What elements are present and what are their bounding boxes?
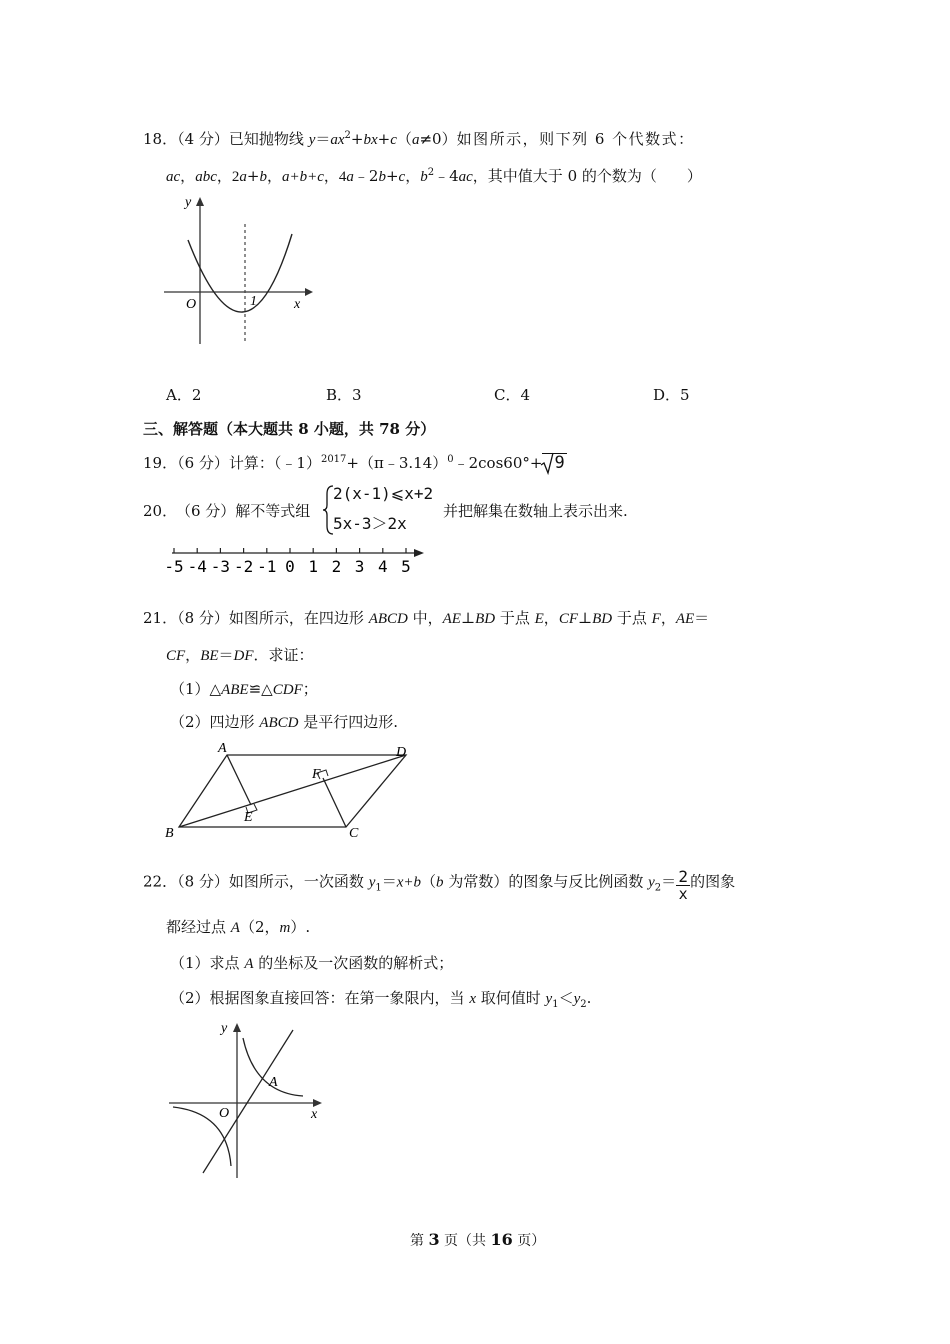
number-line-label: 2 [331, 557, 342, 576]
t: BD [475, 611, 496, 627]
q21-label-e: E [244, 810, 253, 825]
sep: ， [216, 167, 232, 185]
q19-sup: 2017 [320, 454, 347, 465]
q18-graph-o: O [186, 297, 197, 312]
t: ABCD [259, 715, 299, 731]
t: （8 分）如图所示，一次函数 [177, 872, 369, 891]
number-line-ticks [174, 548, 406, 553]
sup: 2 [427, 167, 435, 178]
q18-tail: 如图所示，则下列 6 个代数式： [456, 130, 695, 148]
q18-sup: 2 [344, 130, 351, 141]
t: y [573, 991, 581, 1007]
q21-line1 [143, 607, 709, 628]
t: AE [675, 611, 695, 627]
t: 取何值时 [476, 989, 546, 1007]
t: 的坐标及一次函数的解析式； [253, 954, 454, 972]
t: CF [166, 648, 186, 664]
q21-label-a: A [218, 741, 227, 756]
t: E [534, 611, 544, 627]
q18-op: ≠0 [419, 130, 442, 148]
expr: c [398, 169, 406, 185]
sep: ， [405, 167, 421, 185]
t: DF [233, 648, 254, 664]
number-line-label: 3 [354, 557, 365, 576]
q18-graph-one: 1 [250, 294, 257, 309]
q20-tail: 并把解集在数轴上表示出来. [443, 502, 628, 520]
t: （ [421, 872, 437, 891]
q20-number: 20． [143, 502, 178, 520]
t: x [469, 991, 476, 1007]
expr: a [346, 169, 354, 185]
sep: ， [266, 167, 282, 185]
t: 的图象 [690, 872, 736, 891]
t: ； [302, 680, 318, 698]
t: . [586, 989, 592, 1007]
t: A [244, 956, 254, 972]
q18-var: c [390, 132, 397, 148]
q19-number: 19． [143, 454, 178, 472]
t: ＝ [694, 609, 710, 627]
expr: b [259, 169, 267, 185]
t: 是平行四边形. [298, 713, 399, 731]
t: b [436, 874, 444, 891]
q22-part2 [170, 987, 591, 1010]
q22-graph-y: y [221, 1021, 228, 1036]
t: x+b [396, 874, 422, 891]
t: 页（共 [439, 1233, 491, 1249]
page-number: 3 [428, 1230, 440, 1249]
number-line-labels [164, 557, 410, 576]
number-line-label: -2 [233, 557, 254, 576]
number-line-label: -4 [187, 557, 207, 576]
expr: + [385, 167, 399, 185]
sqrt-sign [542, 453, 566, 472]
q20-text: （6 分）解不等式组 [176, 502, 311, 520]
t: y [545, 991, 553, 1007]
t: A [230, 920, 240, 936]
q18-option-d: D．5 [653, 386, 690, 404]
page-total: 16 [490, 1230, 513, 1249]
q22-graph-o: O [219, 1106, 230, 1121]
q21-label-d: D [396, 745, 407, 760]
t: ＝ [381, 872, 397, 891]
q21-part1 [170, 678, 318, 699]
q21-label-c: C [349, 826, 359, 841]
number-line-label: 5 [401, 557, 411, 576]
expr: a [239, 169, 247, 185]
q22-number: 22． [143, 872, 178, 891]
t: ）. [290, 918, 311, 936]
q18-var: bx [363, 132, 378, 148]
t: ＜ [558, 989, 574, 1007]
t: 页） [512, 1233, 546, 1249]
q18-option-b: B．3 [326, 386, 362, 404]
t: ．求证： [253, 646, 314, 664]
t: CF [558, 611, 578, 627]
q18-number: 18． [143, 130, 178, 148]
q18-score: （4 分）已知抛物线 [177, 130, 309, 148]
expr: 2 [231, 169, 240, 185]
t: F [651, 611, 661, 627]
number-line-label: 1 [308, 557, 319, 576]
q18-paren: （ [396, 130, 412, 148]
q22-graph-a: A [269, 1075, 278, 1090]
q22-line1 [143, 865, 736, 903]
q22-function-graph [165, 1018, 335, 1188]
t: ABCD [368, 611, 408, 627]
q18-var: y [308, 132, 316, 148]
t: ＝ [218, 646, 234, 664]
q18-op: + [350, 130, 364, 148]
number-line-label: 0 [285, 557, 295, 576]
t: 为常数）的图象与反比例函数 [443, 872, 649, 891]
t: 1 [375, 882, 382, 894]
number-line-label: -5 [164, 557, 184, 576]
q20-ineq1: 2(x-1)⩽x+2 [333, 484, 434, 503]
t: 中， [407, 609, 443, 627]
number-line-label: -3 [210, 557, 231, 576]
t: ABE [221, 682, 249, 698]
expr: abc [195, 169, 217, 185]
q18-option-c: C．4 [494, 386, 531, 404]
frac-num: 2 [676, 868, 690, 886]
number-line-label: 4 [377, 557, 388, 576]
sqrt-radical [541, 453, 553, 475]
q18-line2 [166, 165, 702, 186]
t: ， [660, 609, 676, 627]
expr: 4 [338, 169, 347, 185]
sep: ， [323, 167, 339, 185]
q18-graph-y: y [185, 195, 192, 210]
q18-option-a: A．2 [166, 386, 202, 404]
q18-op: ＝ [315, 130, 331, 148]
q19-text: ﹣2cos60°+ [453, 454, 543, 472]
q22-graph-x: x [311, 1107, 318, 1122]
expr: a+b+c [281, 169, 324, 185]
q21-parallelogram-figure [160, 738, 420, 843]
t: （1）△ [170, 680, 222, 698]
t: 1 [552, 999, 559, 1010]
q21-number: 21． [143, 609, 178, 627]
q21-label-b: B [165, 826, 174, 841]
t: y [368, 874, 376, 891]
page-footer [410, 1230, 545, 1250]
expr: ac [458, 169, 473, 185]
t: BD [592, 611, 613, 627]
q18-var: a [411, 132, 420, 148]
q22-part1 [170, 952, 453, 973]
t: （8 分）如图所示，在四边形 [177, 609, 369, 627]
q18-tail2: ，其中值大于 0 的个数为（ ） [472, 167, 702, 185]
q19-sup: 0 [447, 454, 454, 465]
t: ⊥ [577, 609, 593, 627]
expr: b [420, 169, 428, 185]
frac-den: x [678, 885, 688, 903]
t: ⊥ [460, 609, 476, 627]
q20-ineq2: 5x-3＞2x [333, 514, 407, 533]
t: （2）根据图象直接回答：在第一象限内，当 [170, 989, 470, 1007]
t: （2）四边形 [170, 713, 260, 731]
sqrt-value: 9 [554, 453, 565, 473]
t: 2 [580, 999, 587, 1010]
q21-label-f: F [312, 767, 321, 782]
number-line [166, 542, 436, 582]
q22-line2 [166, 916, 310, 937]
q18-graph-x: x [294, 297, 301, 312]
q19-text: （6 分）计算：（﹣1） [177, 454, 321, 472]
t: CDF [272, 682, 303, 698]
t: 2 [654, 882, 662, 894]
t: BE [200, 648, 219, 664]
t: （2， [239, 918, 280, 936]
t: ＝ [661, 872, 677, 891]
q18-line1 [143, 128, 695, 149]
expr: ﹣2 [353, 167, 379, 185]
q19-text: +（π﹣3.14） [346, 454, 448, 472]
t: y [648, 874, 655, 891]
t: 第 [410, 1233, 429, 1249]
q19-line [143, 452, 567, 473]
expr: b [378, 169, 386, 185]
expr: ﹣4 [434, 167, 459, 185]
number-line-label: -1 [257, 557, 277, 576]
q18-op: + [377, 130, 391, 148]
t: 于点 [612, 609, 652, 627]
t: 都经过点 [166, 918, 231, 936]
sep: ， [180, 167, 196, 185]
t: ≌△ [248, 680, 273, 698]
t: 于点 [495, 609, 535, 627]
t: （1）求点 [170, 954, 245, 972]
expr: + [246, 167, 260, 185]
t: AE [442, 611, 461, 627]
q18-parabola-graph [160, 192, 320, 352]
q18-var: ax [330, 132, 345, 148]
expr: ac [166, 169, 181, 185]
q21-line2 [166, 644, 314, 665]
fraction [676, 868, 690, 903]
section-heading: 三、解答题（本大题共 8 小题，共 78 分） [143, 420, 436, 438]
t: ， [185, 646, 201, 664]
q21-part2 [170, 711, 398, 732]
t: ， [543, 609, 559, 627]
t: m [279, 920, 291, 936]
q18-paren: ） [441, 130, 457, 148]
